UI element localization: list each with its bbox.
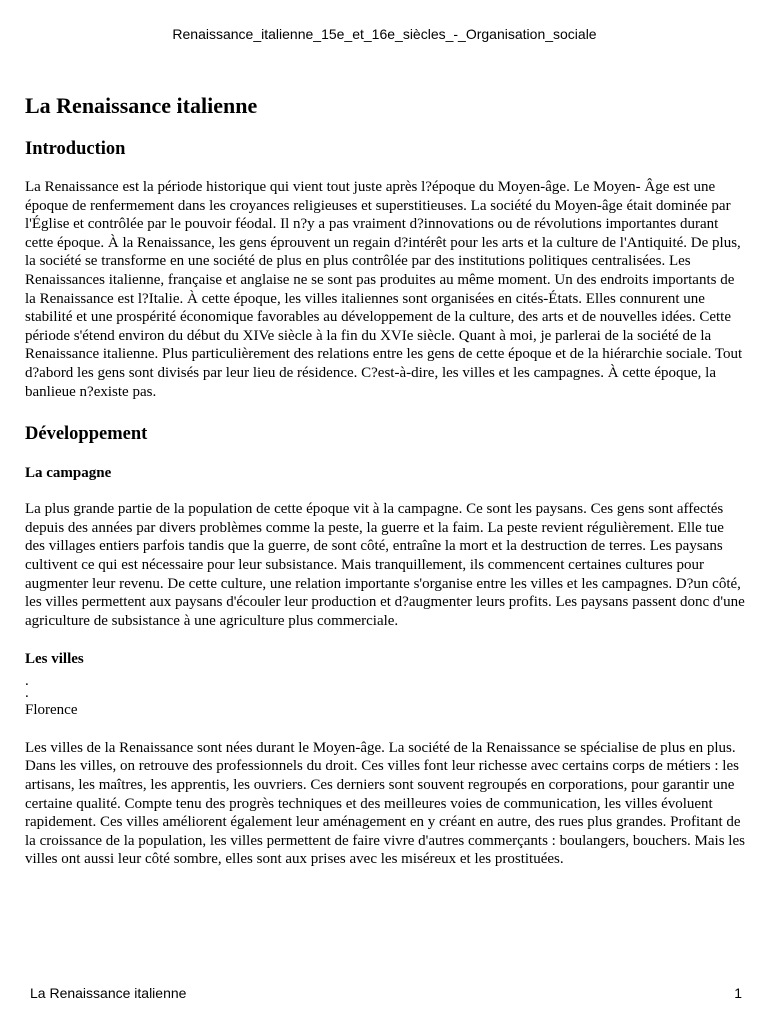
developpement-heading: Développement <box>25 424 148 445</box>
introduction-heading: Introduction <box>25 139 126 159</box>
villes-heading: Les villes <box>25 651 84 668</box>
document-title: La Renaissance italienne <box>25 93 258 118</box>
campagne-heading: La campagne <box>25 465 112 482</box>
footer-title: La Renaissance italienne <box>30 985 187 1001</box>
running-header: Renaissance_italienne_15e_et_16e_siècles_-_Organisation_sociale <box>172 26 597 42</box>
campagne-paragraph: La plus grande partie de la population de cette époque vit à la campagne. Ce sont les paysans. Ces gens sont affectés depuis des années par divers problèmes comme la peste, la guerre et la faim. La peste revient régulièrement. Elle tue des villages entiers parfois tandis que la guerre, de sont côté, entraîne la mort et la destruction de terres. Les paysans cultivent ce qui est nécessaire pour leur subsistance. Mais tranquillement, ils commencent certaines cultures pour augmenter leur revenu. De cette culture, une relation importante s'organise entre les villes et les campagnes. D?un côté, les villes permettent aux paysans d'écouler leur production et d?augmenter leurs profits. Les paysans passent donc d'une agriculture de subsistance à une agriculture plus commerciale. <box>25 501 745 629</box>
page-number: 1 <box>734 985 742 1001</box>
list-item: . <box>25 673 29 690</box>
villes-bullet-list <box>25 673 745 702</box>
list-item: . <box>25 685 29 702</box>
introduction-paragraph: La Renaissance est la période historique qui vient tout juste après l?époque du Moyen-âge. Le Moyen- Âge est une époque de renfermement dans les croyances religieuses et superstitieuses. La société du Moyen-âge était dominée par l'Église et contrôlée par le pouvoir féodal. Il n?y a pas vraiment d?innovations ou de révolutions importantes durant cette époque. À la Renaissance, les gens éprouvent un regain d?intérêt pour les arts et la culture de l'Antiquité. De plus, la société se transforme en une société de plus en plus contrôlée par des institutions politiques centralisées. Les Renaissances italienne, française et anglaise ne se sont pas produites au même moment. Un des endroits importants de la Renaissance est l?Italie. À cette époque, les villes italiennes sont organisées en cités-États. Elles connurent une stabilité et une prospérité économique favorables au développement de la culture, des arts et de nouvelles idées. Cette période s'étend environ du début du XIVe siècle à la fin du XVIe siècle. Quant à moi, je parlerai de la société de la Renaissance italienne. Plus particulièrement des relations entre les gens de cette époque et de la hiérarchie sociale. Tout d?abord les gens sont divisés par leur lieu de résidence. C?est-à-dire, les villes et les campagnes. À cette époque, la banlieue n?existe pas. <box>25 179 743 400</box>
image-caption: Florence <box>25 702 78 719</box>
document-body <box>25 92 745 888</box>
villes-paragraph: Les villes de la Renaissance sont nées durant le Moyen-âge. La société de la Renaissance se spécialise de plus en plus. Dans les villes, on retrouve des professionnels du droit. Ces villes font leur richesse avec certains corps de métiers : les artisans, les maîtres, les apprentis, les ouvriers. Ces derniers sont souvent regroupés en corporations, pour garantir une certaine qualité. Compte tenu des progrès techniques et des meilleures voies de communication, les villes évoluent rapidement. Ces villes améliorent également leur aménagement en y créant en autre, des rues plus grandes. Profitant de la croissance de la population, les villes permettent de faire vivre d'autres commerçants : boulangers, bouchers. Mais les villes ont aussi leur côté sombre, elles sont aux prises avec les miséreux et les prostituées. <box>25 739 745 868</box>
